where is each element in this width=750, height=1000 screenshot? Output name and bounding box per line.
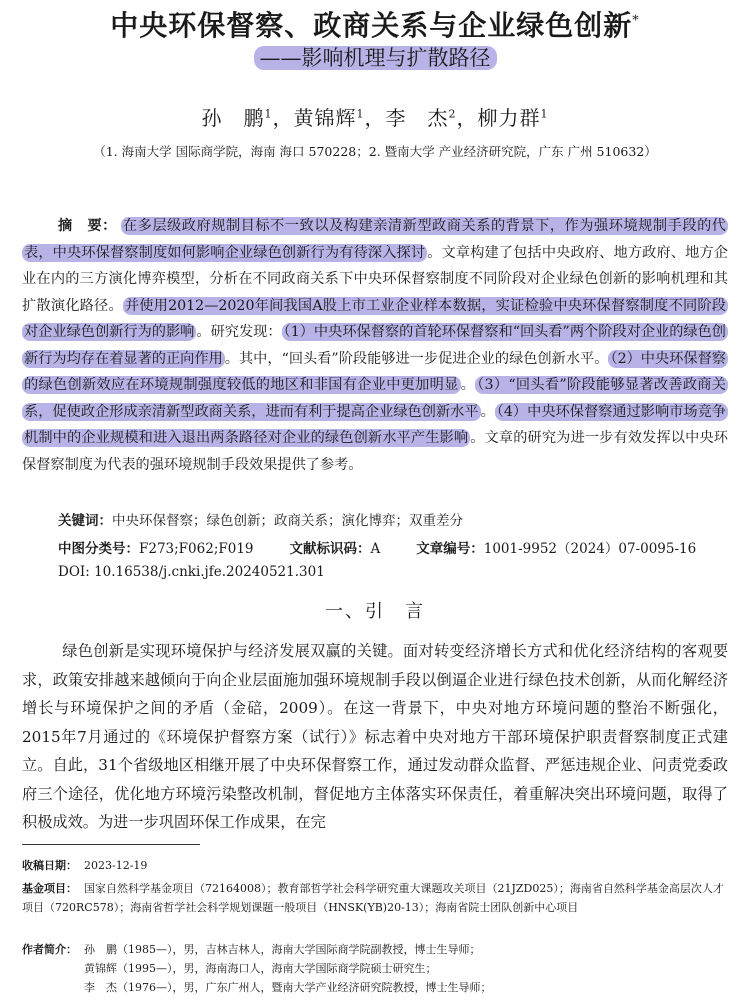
title-text: 中央环保督察、政商关系与企业绿色创新 [110, 9, 633, 42]
abstract-label: 摘 要： [58, 218, 117, 234]
fund-info [22, 879, 734, 917]
abstract-highlighted-text: 并使用2012—2020年间我国A股上市工业企业样本数据，实证检验中央环保督察制度不同阶段对企业绿色创新行为的影响 [24, 297, 726, 340]
intro-text: 绿色创新是实现环境保护与经济发展双赢的关键。面对转变经济增长方式和优化经济结构的客观要求，政策安排越来越倾向于向企业层面施加强环境规制手段以倒逼企业进行绿色技术创新，从而化解经济增长与环境保护之间的矛盾（金碚，2009）。在这一背景下，中央对地方环境问题的整治不断强化，2015年7月通过的《环境保护督察方案（试行）》标志着中央对地方干部环境保护职责督察制度正式建立。自此，31个省级地区相继开展了中央环保督察工作，通过发动群众监督、严惩违规企业、问责党委政府三个途径，优化地方环境污染整改机制，督促地方主体落实环保责任，着重解决突出环境问题，取得了积极成效。为进一步巩固环保工作成果，在完 [22, 642, 728, 831]
author-bio-line: 孙 鹏（1985—），男，吉林吉林人，海南大学国际商学院副教授，博士生导师； [84, 943, 481, 956]
abstract-highlighted-text: （4）中央环保督察通过影响市场竞争机制中的企业规模和进入退出两条路径对企业的绿色创新水平产生影响 [24, 403, 726, 446]
received-value: 2023-12-19 [84, 859, 148, 872]
author-bio [22, 940, 734, 997]
footnote-divider [22, 844, 200, 845]
author-bio-line: 黄锦辉（1995—），男，海南海口人，海南大学国际商学院硕士研究生； [84, 962, 437, 975]
fund-value: 国家自然科学基金项目（72164008）；教育部哲学社会科学研究重大课题攻关项目（21JZD025）；海南省自然科学基金高层次人才项目（720RC578）；海南省哲学社会科学规划课题一般项目（HNSK(YB)20-13）；海南省院士团队创新中心项目 [22, 882, 724, 914]
received-label: 收稿日期： [22, 859, 77, 872]
section-heading: 一、引 言 [325, 601, 425, 622]
author-bio-line: 李 杰（1976—），男，广东广州人，暨南大学产业经济研究院教授，博士生导师； [84, 981, 492, 994]
author-name: 柳力群 [477, 106, 541, 130]
affiliations: （1. 海南大学 国际商学院，海南 海口 570228；2. 暨南大学 产业经济研究院，广东 广州 510632） [93, 144, 657, 159]
abstract-text: 。文章构建了包括中央政府、地方政府、地方企业在内的三方演化博弈模型，分析在不同政商关系下中央环保督察制度不同阶段对企业绿色创新的影响机理和其扩散演化路径。 [22, 244, 728, 314]
abstract-text: 。 [460, 377, 476, 393]
paper-subtitle [0, 42, 750, 72]
abstract-highlighted-text: （3）“回头看”阶段能够显著改善政商关系，促使政企形成亲清新型政商关系，进而有利于提高企业绿色创新水平 [24, 377, 726, 420]
clc-label: 中图分类号： [58, 541, 139, 557]
clc-value: F273;F062;F019 [139, 541, 254, 557]
abstract-text: 。其中，“回头看”阶段能够进一步促进企业的绿色创新水平。 [224, 350, 609, 367]
abstract-highlighted-text: （1）中央环保督察的首轮环保督察和“回头看”两个阶段对企业的绿色创新行为均存在着显著的正向作用 [24, 324, 726, 367]
abstract-highlighted-text: 在多层级政府规制目标不一致以及构建亲清新型政商关系的背景下，作为强环境规制手段的代表，中央环保督察制度如何影响企业绿色创新行为有待深入探讨 [24, 218, 726, 261]
author-affiliation-mark: 1 [356, 107, 365, 121]
abstract-text: 。研究发现： [196, 324, 282, 340]
article-number-label: 文章编号： [416, 541, 484, 557]
abstract [22, 213, 728, 478]
fund-label: 基金项目： [22, 882, 77, 895]
classification-line [58, 537, 738, 557]
abstract-text: 。 [480, 403, 495, 420]
author-affiliation-mark: 1 [264, 107, 273, 121]
author-name: 孙 鹏 [201, 106, 265, 130]
abstract-text: 。文章的研究为进一步有效发挥以中央环保督察制度为代表的强环境规制手段效果提供了参考。 [22, 430, 728, 473]
author-name: 黄锦辉 [293, 106, 357, 130]
doi: DOI: 10.16538/j.cnki.jfe.20240521.301 [58, 564, 325, 580]
keywords-label: 关键词： [58, 513, 112, 529]
author-list: 孙 鹏$^1$，黄锦辉$^1$，李 杰$^2$，柳力群$^1$ [201, 106, 549, 130]
received-date [22, 856, 734, 875]
intro-paragraph [22, 637, 728, 837]
abstract-body [22, 217, 728, 473]
keywords [58, 509, 738, 529]
doc-code-value: A [370, 541, 381, 557]
subtitle-text: ——影响机理与扩散路径 [254, 46, 497, 70]
doc-code-label: 文献标识码： [289, 541, 371, 557]
abstract-highlighted-text: （2）中央环保督察的绿色创新效应在环境规制强度较低的地区和非国有企业中更加明显 [24, 350, 726, 393]
author-affiliation-mark: 2 [448, 107, 457, 121]
author-affiliation-mark: 1 [540, 107, 549, 121]
keywords-value: 中央环保督察；绿色创新；政商关系；演化博弈；双重差分 [112, 513, 463, 529]
author-bio-label: 作者简介： [22, 943, 77, 956]
paper-title [0, 4, 750, 44]
article-number-value: 1001-9952（2024）07-0095-16 [483, 541, 697, 557]
author-name: 李 杰 [385, 106, 449, 130]
title-footnote-mark: * [632, 13, 640, 29]
